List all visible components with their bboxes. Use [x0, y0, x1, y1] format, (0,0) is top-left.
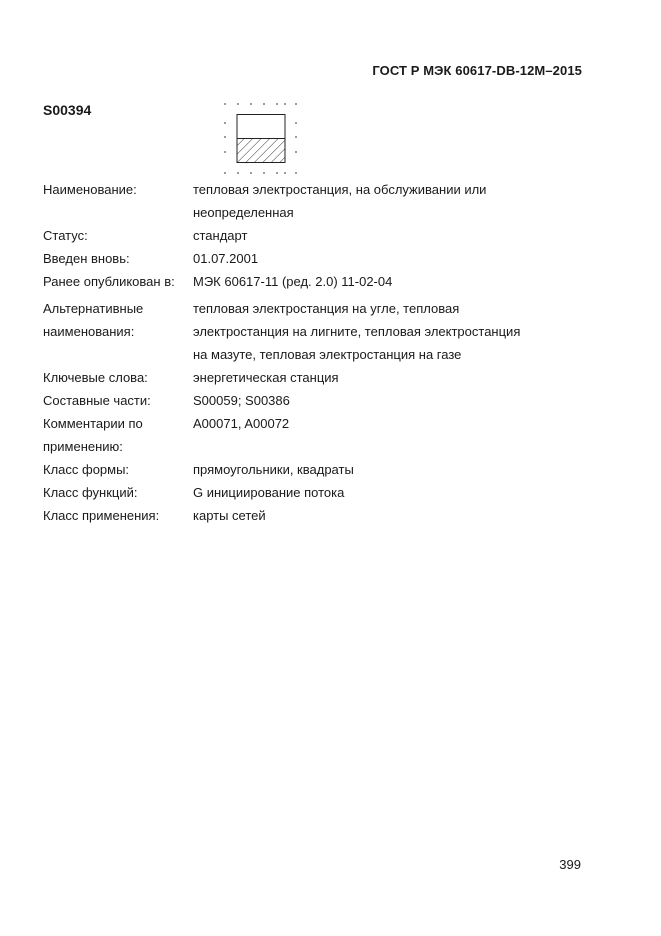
- field-row-keywords: [43, 366, 603, 389]
- symbol-drawing: [222, 101, 302, 177]
- field-row-components: [43, 389, 603, 412]
- field-value: G инициирование потока: [193, 485, 345, 500]
- page-number: 399: [559, 857, 581, 872]
- field-label: Альтернативные наименования:: [43, 301, 144, 339]
- symbol-attributes: [43, 178, 603, 527]
- field-row-alternative-names: [43, 297, 603, 366]
- hatched-area: [237, 139, 285, 163]
- field-label: Класс формы:: [43, 462, 130, 477]
- field-row-function-class: [43, 481, 603, 504]
- power-station-symbol-icon: [222, 101, 302, 182]
- field-row-shape-class: [43, 458, 603, 481]
- field-value: карты сетей: [193, 508, 266, 523]
- field-value: прямоугольники, квадраты: [193, 462, 354, 477]
- field-label: Статус:: [43, 228, 88, 243]
- field-row-name: [43, 178, 603, 224]
- field-row-introduced: [43, 247, 603, 270]
- field-value: МЭК 60617-11 (ред. 2.0) 11-02-04: [193, 274, 393, 289]
- field-value: стандарт: [193, 228, 248, 243]
- field-label: Составные части:: [43, 393, 151, 408]
- field-row-application-notes: [43, 412, 603, 458]
- document-standard-id: ГОСТ Р МЭК 60617-DB-12M–2015: [372, 63, 582, 78]
- field-value: тепловая электростанция, на обслуживании или неопределенная: [193, 182, 487, 220]
- field-label: Наименование:: [43, 182, 137, 197]
- field-value: тепловая электростанция на угле, тепловая электростанция на лигните, тепловая электростанция на мазуте, тепловая электростанция на газе: [193, 301, 521, 362]
- field-label: Класс функций:: [43, 485, 138, 500]
- field-label: Введен вновь:: [43, 251, 130, 266]
- field-value: A00071, A00072: [193, 416, 290, 431]
- field-label: Ранее опубликован в:: [43, 274, 175, 289]
- field-value: 01.07.2001: [193, 251, 259, 266]
- field-value: S00059; S00386: [193, 393, 290, 408]
- symbol-code: S00394: [43, 102, 92, 118]
- field-label: Ключевые слова:: [43, 370, 148, 385]
- field-row-application-class: [43, 504, 603, 527]
- field-label: Комментарии по применению:: [43, 416, 143, 454]
- field-row-status: [43, 224, 603, 247]
- field-row-previously-published: [43, 270, 603, 293]
- field-value: энергетическая станция: [193, 370, 339, 385]
- field-label: Класс применения:: [43, 508, 160, 523]
